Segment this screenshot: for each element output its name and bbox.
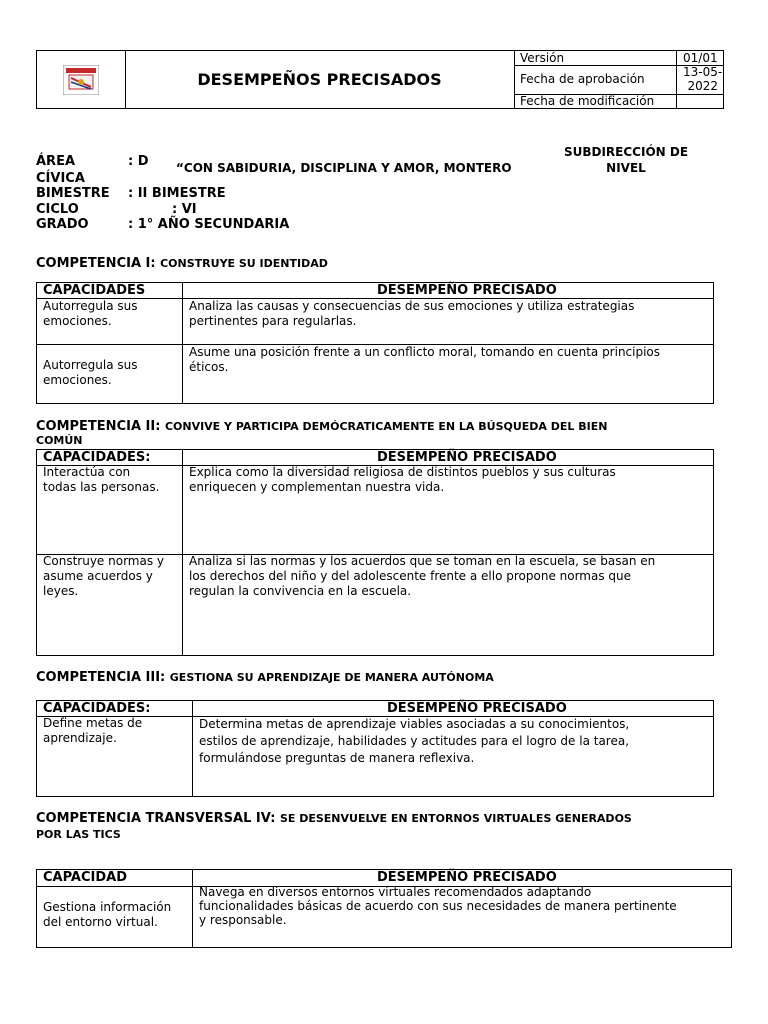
table-header-capacidades: CAPACIDADES: (43, 701, 151, 716)
table-header-desempeno: DESEMPEÑO PRECISADO (377, 870, 557, 885)
competencia-2-subtitle-2: COMÚN (36, 434, 83, 447)
competencia-1-table (36, 282, 714, 404)
version-label: Versión (520, 51, 565, 65)
table-header-desempeno: DESEMPEÑO PRECISADO (377, 283, 557, 298)
approval-label: Fecha de aprobación (520, 72, 645, 86)
competencia-4-label: COMPETENCIA TRANSVERSAL IV: (36, 811, 276, 826)
approval-value-2: 2022 (687, 79, 718, 93)
area-value: : D (128, 154, 149, 169)
subdirection (556, 144, 696, 176)
ciclo-label: CICLO (36, 202, 79, 217)
area-label: ÁREA (36, 154, 76, 169)
modification-row (514, 95, 723, 108)
table-header-capacidad: CAPACIDAD (43, 870, 128, 885)
approval-row (514, 66, 723, 95)
competencia-3-table (36, 700, 714, 797)
version-cell (676, 51, 724, 65)
table-cell-desempeno: Determina metas de aprendizaje viables asociadas a su conocimientos, estilos de aprendizaje, habilidades y actitudes para el logro de la tarea, formulándose preguntas de manera reflexiva. (199, 717, 630, 765)
table-cell-capacidad: Autorregula sus emociones. (43, 358, 138, 387)
document-header (36, 50, 724, 109)
grado-value: : 1° AÑO SECUNDARIA (128, 217, 290, 232)
competencia-4-subtitle-2: POR LAS TICS (36, 828, 121, 841)
approval-value-1: 13-05- (683, 65, 723, 79)
subdirection-line-1: SUBDIRECCIÓN DE (563, 145, 689, 159)
document-title: DESEMPEÑOS PRECISADOS (125, 51, 515, 108)
competencia-4-subtitle: SE DESENVUELVE EN ENTORNOS VIRTUALES GENERADOS (279, 812, 632, 825)
logo-cell (37, 51, 126, 108)
table-cell-capacidad: Autorregula sus emociones. (43, 299, 138, 328)
approval-cell (676, 66, 724, 94)
version-row (514, 51, 723, 66)
table-cell-desempeno: Explica como la diversidad religiosa de distintos pueblos y sus culturas enriquecen y complementan nuestra vida. (189, 465, 616, 494)
table-cell-desempeno: Navega en diversos entornos virtuales recomendados adaptando funcionalidades básicas de acuerdo con sus necesidades de manera pertinente y responsable. (199, 885, 677, 927)
competencia-3-title (36, 670, 494, 685)
subdirection-line-2: NIVEL (606, 161, 646, 175)
competencia-1-title (36, 256, 328, 271)
table-cell-desempeno: Analiza si las normas y los acuerdos que se toman en la escuela, se basan en los derechos del niño y del adolescente frente a ello propone normas que regulan la convivencia en la escuela. (189, 554, 656, 598)
competencia-2-table (36, 449, 714, 656)
table-header-capacidades: CAPACIDADES (43, 283, 146, 298)
version-value: 01/01 (683, 51, 718, 65)
table-cell-capacidad: Construye normas y asume acuerdos y leyes. (43, 554, 165, 598)
ciclo-value: : VI (172, 202, 197, 217)
school-logo (63, 65, 99, 95)
table-cell-capacidad: Gestiona información del entorno virtual. (43, 900, 172, 929)
table-cell-desempeno: Asume una posición frente a un conflicto moral, tomando en cuenta principios éticos. (189, 345, 661, 374)
competencia-3-subtitle: GESTIONA SU APRENDIZAJE DE MANERA AUTÓNOMA (169, 671, 494, 684)
table-header-desempeno: DESEMPEÑO PRECISADO (387, 701, 567, 716)
modification-cell (676, 95, 724, 108)
area-civica: CÍVICA (36, 171, 85, 186)
table-cell-capacidad: Interactúa con todas las personas. (43, 465, 160, 494)
competencia-3-label: COMPETENCIA III: (36, 670, 166, 685)
grado-label: GRADO (36, 217, 89, 232)
document-meta (514, 51, 723, 108)
table-header-desempeno: DESEMPEÑO PRECISADO (377, 450, 557, 465)
competencia-4-title (36, 811, 726, 843)
motto: “CON SABIDURIA, DISCIPLINA Y AMOR, MONTERO (176, 161, 512, 175)
table-cell-desempeno: Analiza las causas y consecuencias de sus emociones y utiliza estrategias pertinentes para regularlas. (189, 299, 635, 328)
competencia-1-label: COMPETENCIA I: (36, 256, 156, 271)
table-header-capacidades: CAPACIDADES: (43, 450, 151, 465)
competencia-2-subtitle: CONVIVE Y PARTICIPA DEMÓCRATICAMENTE EN LA BÚSQUEDA DEL BIEN (164, 420, 608, 433)
competencia-2-label: COMPETENCIA II: (36, 419, 161, 434)
bimestre-label: BIMESTRE (36, 186, 110, 201)
competencia-2-title (36, 420, 716, 448)
table-cell-capacidad: Define metas de aprendizaje. (43, 716, 143, 745)
competencia-1-subtitle: CONSTRUYE SU IDENTIDAD (160, 257, 328, 270)
modification-label: Fecha de modificación (520, 94, 655, 108)
bimestre-value: : II BIMESTRE (128, 186, 226, 201)
competencia-4-table (36, 869, 732, 948)
